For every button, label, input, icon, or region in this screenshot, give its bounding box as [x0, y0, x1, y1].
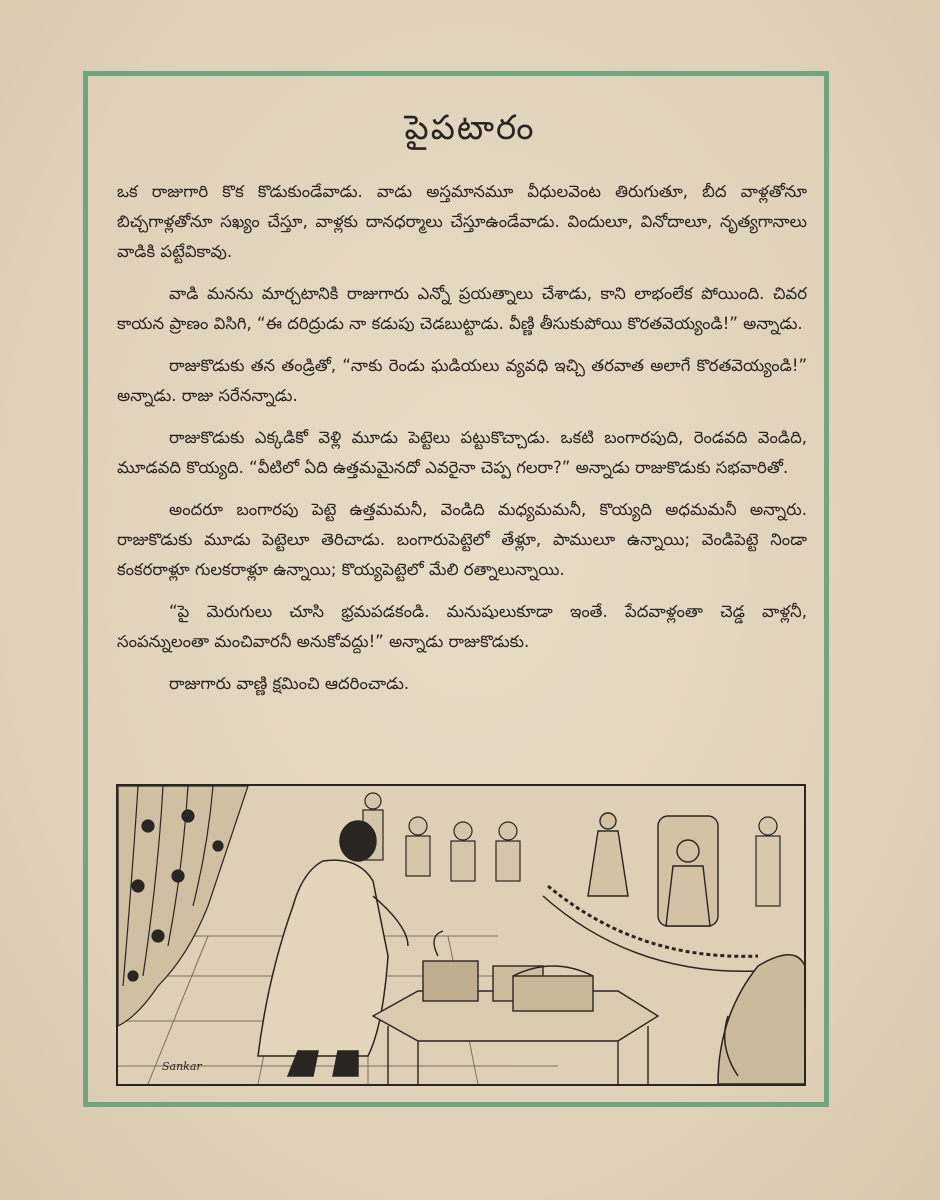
paragraph-2: వాడి మనను మార్చటానికి రాజుగారు ఎన్నో ప్రయత్నాలు చేశాడు, కాని లాభంలేక పోయింది. చివర కాయన ప్రాణం విసిగి, “ఈ దరిద్రుడు నా కడుపు చెడబుట్టాడు. వీణ్ణి తీసుకుపోయి కొరతవెయ్యండి!” అన్నాడు.: [117, 284, 807, 333]
curtain: [118, 786, 248, 1026]
story-text: [117, 177, 807, 711]
table-with-boxes: [373, 931, 658, 1084]
paragraph-1: ఒక రాజుగారి కొక కొడుకుండేవాడు. వాడు అస్తమానమూ వీధులవెంట తిరుగుతూ, బీద వాళ్లతోనూ బిచ్చగాళ్లతోనూ సఖ్యం చేస్తూ, వాళ్లకు దానధర్మాలు చేస్తూఉండేవాడు. విందులూ, వినోదాలూ, నృత్యగానాలు వాడికి పట్టేవికావు.: [117, 182, 807, 261]
paragraph-7: రాజుగారు వాణ్ణి క్షమించి ఆదరించాడు.: [169, 674, 410, 693]
paragraph-4: రాజుకొడుకు ఎక్కడికో వెళ్లి మూడు పెట్టెలు పట్టుకొచ్చాడు. ఒకటి బంగారపుది, రెండవది వెండిది, మూడవది కొయ్యది. “వీటిలో ఏది ఉత్తమమైనదో ఎవరైనా చెప్ప గలరా?” అన్నాడు రాజుకొడుకు సభవారితో.: [117, 428, 807, 477]
guard: [756, 817, 780, 906]
courtiers: [363, 793, 520, 881]
king: [588, 813, 718, 926]
prince: [258, 821, 408, 1076]
paragraph-3: రాజుకొడుకు తన తండ్రితో, “నాకు రెండు ఘడియలు వ్యవధి ఇచ్చి తరవాత అలాగే కొరతవెయ్యండి!” అన్నాడు. రాజు సరేనన్నాడు.: [117, 356, 807, 405]
page-title: పైపటారం: [404, 108, 536, 148]
foreground-courtier: [718, 955, 804, 1084]
paragraph-6: “పై మెరుగులు చూసి భ్రమపడకండి. మనుషులుకూడా ఇంతే. పేదవాళ్లంతా చెడ్డ వాళ్లనీ, సంపన్నులంతా మంచివారనీ అనుకోవద్దు!” అన్నాడు రాజుకొడుకు.: [117, 602, 807, 651]
story-illustration: [116, 784, 806, 1086]
illustrator-signature: Sankar: [162, 1060, 202, 1073]
paragraph-5: అందరూ బంగారపు పెట్టె ఉత్తమమనీ, వెండిది మధ్యమమనీ, కొయ్యది అధమమనీ అన్నారు. రాజుకొడుకు మూడు పెట్టెలూ తెరిచాడు. బంగారుపెట్టెలో తేళ్లూ, పాములూ ఉన్నాయి; వెండిపెట్టె నిండా కంకరరాళ్లూ గులకరాళ్లూ ఉన్నాయి; కొయ్యపెట్టెలో మేలి రత్నాలున్నాయి.: [117, 500, 807, 579]
